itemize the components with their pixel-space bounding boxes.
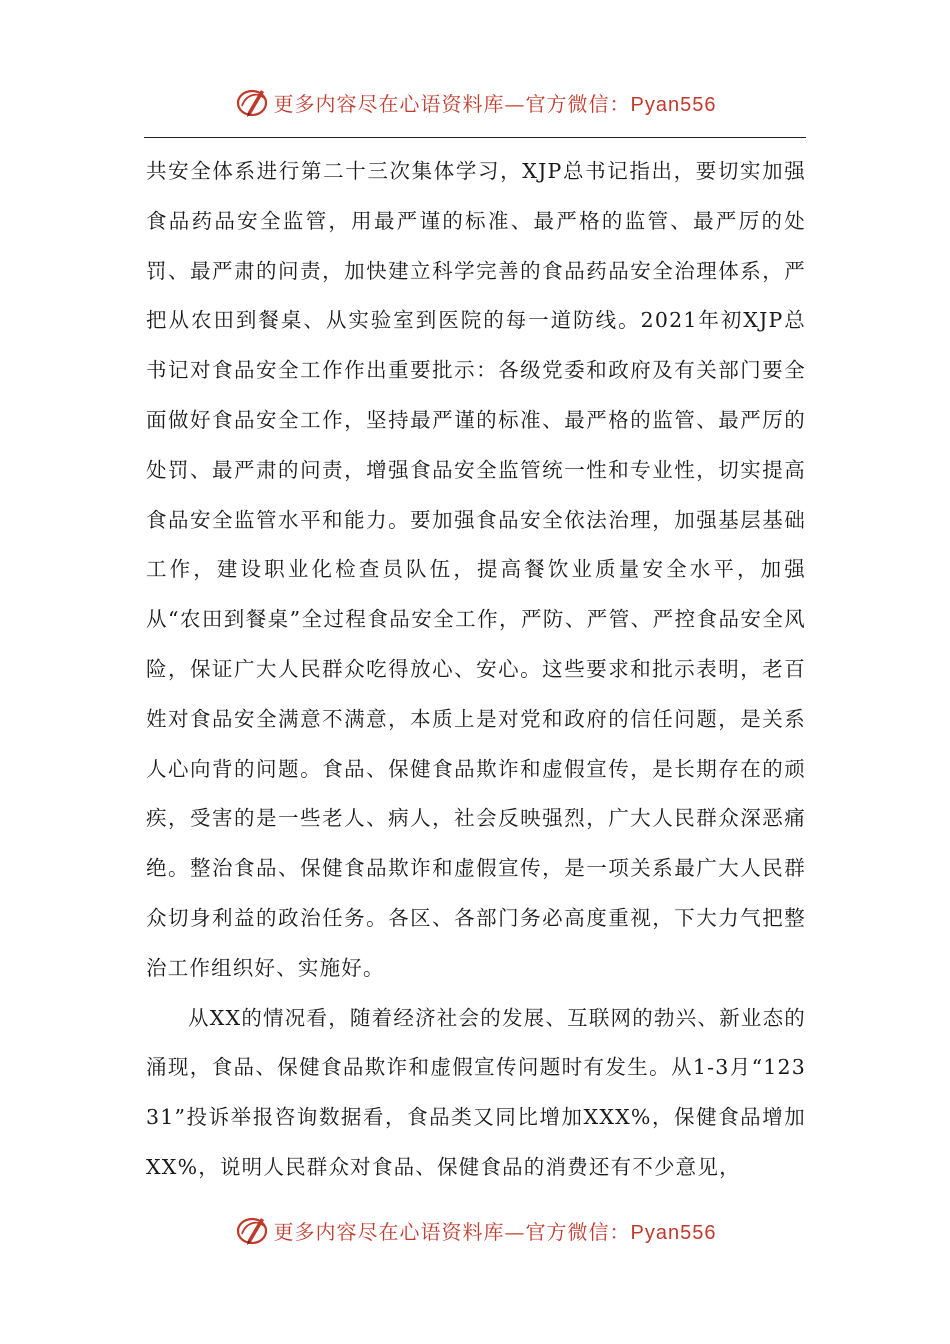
- pen-swirl-logo-icon: [234, 1212, 270, 1248]
- paragraph-1: 共安全体系进行第二十三次集体学习，XJP总书记指出，要切实加强食品药品安全监管，用最严谨的标准、最严格的监管、最严厉的处罚、最严肃的问责，加快建立科学完善的食品药品安全治理体系，严把从农田到餐桌、从实验室到医院的每一道防线。2021年初XJP总书记对食品安全工作作出重要批示：各级党委和政府及有关部门要全面做好食品安全工作，坚持最严谨的标准、最严格的监管、最严厉的处罚、最严肃的问责，增强食品安全监管统一性和专业性，切实提高食品安全监管水平和能力。要加强食品安全依法治理，加强基层基础工作，建设职业化检查员队伍，提高餐饮业质量安全水平，加强从“农田到餐桌”全过程食品安全工作，严防、严管、严控食品安全风险，保证广大人民群众吃得放心、安心。这些要求和批示表明，老百姓对食品安全满意不满意，本质上是对党和政府的信任问题，是关系人心向背的问题。食品、保健食品欺诈和虚假宣传，是长期存在的顽疾，受害的是一些老人、病人，社会反映强烈，广大人民群众深恶痛绝。整治食品、保健食品欺诈和虚假宣传，是一项关系最广大人民群众切身利益的政治任务。各区、各部门务必高度重视，下大力气把整治工作组织好、实施好。: [146, 159, 806, 980]
- pen-swirl-logo-icon: [234, 84, 270, 120]
- header-banner-text: 更多内容尽在心语资料库—官方微信：Pyan556: [273, 91, 717, 116]
- document-body: [146, 147, 806, 1193]
- wechat-id: Pyan556: [630, 1221, 717, 1244]
- footer-banner-text: 更多内容尽在心语资料库—官方微信：Pyan556: [273, 1219, 717, 1244]
- header-divider: [144, 137, 806, 138]
- paragraph-2: 从XX的情况看，随着经济社会的发展、互联网的勃兴、新业态的涌现，食品、保健食品欺诈和虚假宣传问题时有发生。从1-3月“12331”投诉举报咨询数据看，食品类又同比增加XXX%，保健食品增加XX%，说明人民群众对食品、保健食品的消费还有不少意见，: [146, 1005, 806, 1179]
- header-banner: [0, 80, 950, 124]
- footer-banner: [0, 1208, 950, 1252]
- wechat-id: Pyan556: [630, 93, 717, 116]
